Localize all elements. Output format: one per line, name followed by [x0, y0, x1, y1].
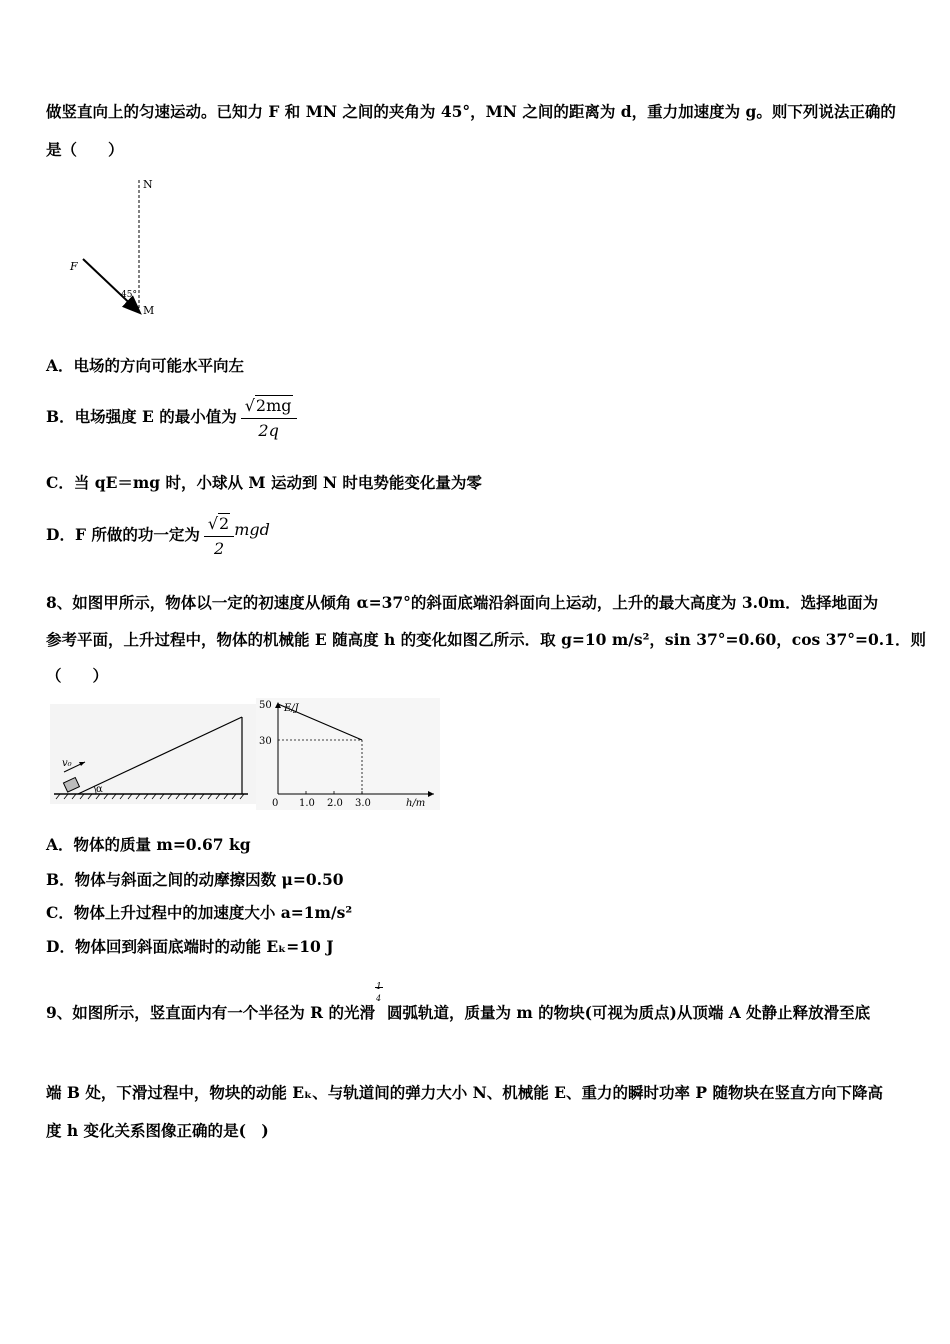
q8-option-b: B．物体与斜面之间的动摩擦因数 μ=0.50 — [46, 870, 344, 889]
q7-option-b-denominator: 2q — [258, 420, 279, 440]
q9-quarter-fraction — [375, 982, 387, 1023]
x-tick-label: 1.0 — [299, 798, 315, 809]
label-n: N — [143, 178, 153, 191]
q7-force-diagram — [60, 172, 170, 322]
q7-option-b-text: B．电场强度 E 的最小值为 — [46, 407, 237, 426]
q7-option-d-denominator: 2 — [213, 538, 225, 558]
label-f: F — [70, 260, 78, 273]
q8-stem-line2: 参考平面，上升过程中，物体的机械能 E 随高度 h 的变化如图乙所示．取 g=10 m/s²，sin 37°=0.60，cos 37°=0.1．则 — [46, 630, 926, 649]
q7-option-b-fraction: $\frac{√2mg}{2q}$ — [241, 395, 297, 442]
x-axis-label: h/m — [406, 798, 426, 809]
q9-fraction-denominator: 4 — [375, 994, 382, 1003]
q8-option-d: D．物体回到斜面底端时的动能 Eₖ=10 J — [46, 937, 334, 956]
q8-stem-line3: （ ） — [46, 666, 109, 685]
label-m: M — [143, 304, 155, 317]
q8-option-c: C．物体上升过程中的加速度大小 a=1m/s² — [46, 903, 353, 922]
y-tick-label: 50 — [259, 700, 272, 711]
x-tick-label: 3.0 — [355, 798, 371, 809]
q7-stem-line2: 是（ ） — [46, 140, 124, 159]
y-tick-label: 30 — [259, 736, 272, 747]
q9-fraction-numerator: 1 — [375, 982, 382, 992]
q7-option-b — [46, 394, 297, 442]
q7-option-d-numerator: 2 — [219, 513, 230, 533]
q7-option-b-numerator: 2mg — [255, 395, 292, 415]
q7-option-c: C．当 qE＝mg 时，小球从 M 运动到 N 时电势能变化量为零 — [46, 473, 482, 492]
q9-stem-line2: 端 B 处，下滑过程中，物块的动能 Eₖ、与轨道间的弹力大小 N、机械能 E、重力的瞬时功率 P 随物块在竖直方向下降高 — [46, 1083, 883, 1102]
alpha-label: α — [96, 784, 103, 795]
force-f-arrow — [83, 259, 139, 312]
q9-stem-part2: 圆弧轨道，质量为 m 的物块(可视为质点)从顶端 A 处静止释放滑至底 — [386, 1003, 871, 1022]
y-axis-label: E/J — [284, 703, 299, 714]
q9-stem-part1: 9、如图所示，竖直面内有一个半径为 R 的光滑 — [46, 1003, 375, 1022]
q8-option-a: A．物体的质量 m=0.67 kg — [46, 835, 251, 854]
q8-stem-line1: 8、如图甲所示，物体以一定的初速度从倾角 α=37°的斜面底端沿斜面向上运动，上升的最大高度为 3.0m．选择地面为 — [46, 593, 879, 612]
x-tick-label: 2.0 — [327, 798, 343, 809]
angle-label: 45° — [121, 290, 137, 300]
x-tick-label: 0 — [272, 798, 279, 809]
q7-option-a: A．电场的方向可能水平向左 — [46, 356, 245, 375]
q8-energy-height-chart — [256, 698, 440, 810]
q7-option-d-text: D．F 所做的功一定为 — [46, 525, 200, 544]
q8-incline-figure — [50, 704, 256, 804]
q7-option-d — [46, 512, 270, 560]
q7-option-d-fraction: $\frac{√2}{2}$ — [204, 513, 234, 560]
velocity-label: v₀ — [62, 758, 72, 769]
q9-stem-line1 — [46, 982, 871, 1023]
q7-option-d-suffix: mgd — [234, 520, 270, 539]
q7-stem-line1: 做竖直向上的匀速运动。已知力 F 和 MN 之间的夹角为 45°，MN 之间的距离为 d，重力加速度为 g。则下列说法正确的 — [46, 102, 896, 121]
q9-stem-line3: 度 h 变化关系图像正确的是( ) — [46, 1121, 269, 1140]
